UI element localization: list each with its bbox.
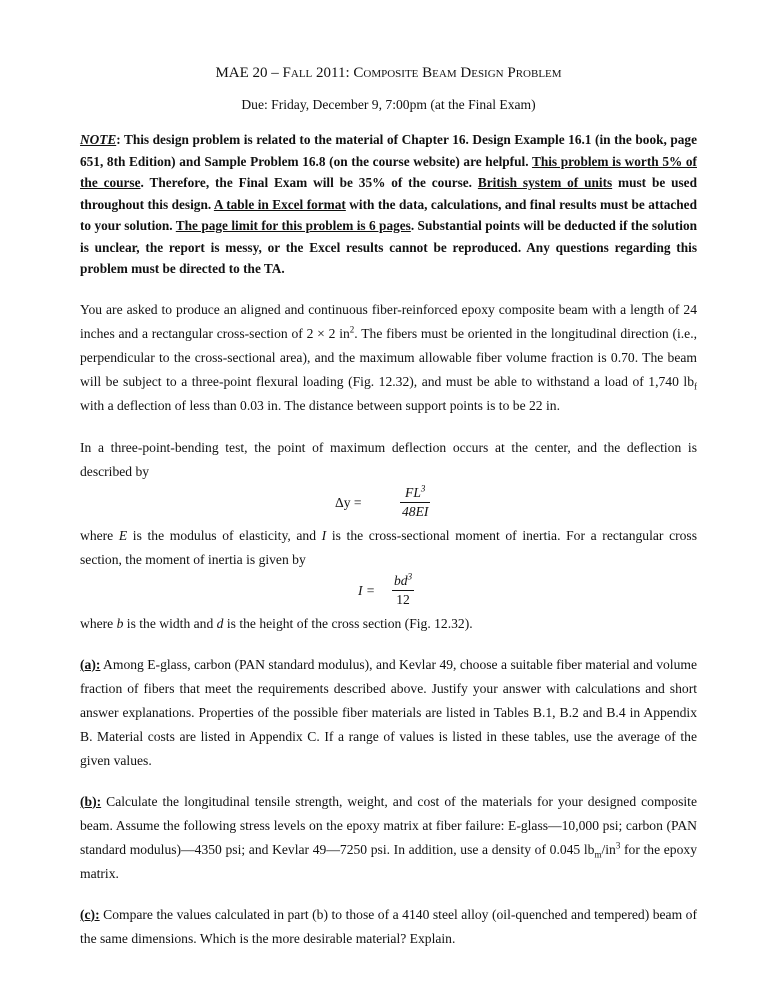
due-date: Due: Friday, December 9, 7:00pm (at the Final Exam) bbox=[241, 97, 536, 112]
part-a: (a): Among E-glass, carbon (PAN standard modulus), and Kevlar 49, choose a suitable fiber material and volume fraction of fibers that meet the requirements described above. Justify your answer with calculations and short answer explanations. Properties of the possible fiber materials are listed in Tables B.1, B.2 and B.4 in Appendix B. Material costs are listed in Appendix C. If a range of values is listed in these tables, use the average of the given values. bbox=[80, 656, 697, 768]
intro-paragraph: You are asked to produce an aligned and continuous fiber-reinforced epoxy composite beam with a length of 24 inches and a rectangular cross-section of 2 × 2 $in^2$. The fibers must be oriented in the longitudinal direction (i.e., perpendicular to the cross-sectional area), and the maximum allowable fiber volume fraction is 0.70. The beam will be subject to a three-point flexural loading (Fig. 12.32), and must be able to withstand a load of 1,740 $lb_f$ with a deflection of less than 0.03 in. The distance between support points is to be 22 in. bbox=[80, 301, 697, 413]
modulus-description: where E is the modulus of elasticity, and I is the cross-sectional moment of inertia. For a rectangular cross section, the moment of inertia is given by bbox=[80, 527, 698, 567]
bending-intro: In a three-point-bending test, the point of maximum deflection occurs at the center, and the deflection is described by bbox=[80, 439, 697, 479]
inertia-equation: I = $\frac{bd^3}{12}$ bbox=[358, 570, 413, 607]
dimension-description: where b is the width and d is the height of the cross section (Fig. 12.32). bbox=[80, 615, 473, 631]
deflection-equation: Δy = $\frac{FL^3}{48EI}$ bbox=[335, 482, 429, 519]
note-paragraph: NOTE: This design problem is related to the material of Chapter 16. Design Example 16.1 (in the book, page 651, 8th Edition) and Sample Problem 16.8 (on the course website) are helpful. This problem is worth 5% of the course. Therefore, the Final Exam will be 35% of the course. British system of units must be used throughout this design. A table in Excel format with the data, calculations, and final results must be attached to your solution. The page limit for this problem is 6 pages. Substantial points will be deducted if the solution is unclear, the report is messy, or the Excel results cannot be reproduced. Any questions regarding this problem must be directed to the TA. bbox=[80, 132, 697, 276]
part-b: (b): Calculate the longitudinal tensile strength, weight, and cost of the materials for your designed composite beam. Assume the following stress levels on the epoxy matrix at fiber failure: E-glass—10,000 psi; carbon (PAN standard modulus)—4350 psi; and Kevlar 49—7250 psi. In addition, use a density of 0.045 $lb_m/in^3$ for the epoxy matrix. bbox=[80, 793, 697, 881]
page-title: MAE 20 – Fall 2011: Composite Beam Design Problem bbox=[215, 65, 562, 81]
document-page bbox=[80, 62, 697, 951]
part-c: (c): Compare the values calculated in part (b) to those of a 4140 steel alloy (oil-quenched and tempered) beam of the same dimensions. Which is the more desirable material? Explain. bbox=[80, 906, 697, 946]
